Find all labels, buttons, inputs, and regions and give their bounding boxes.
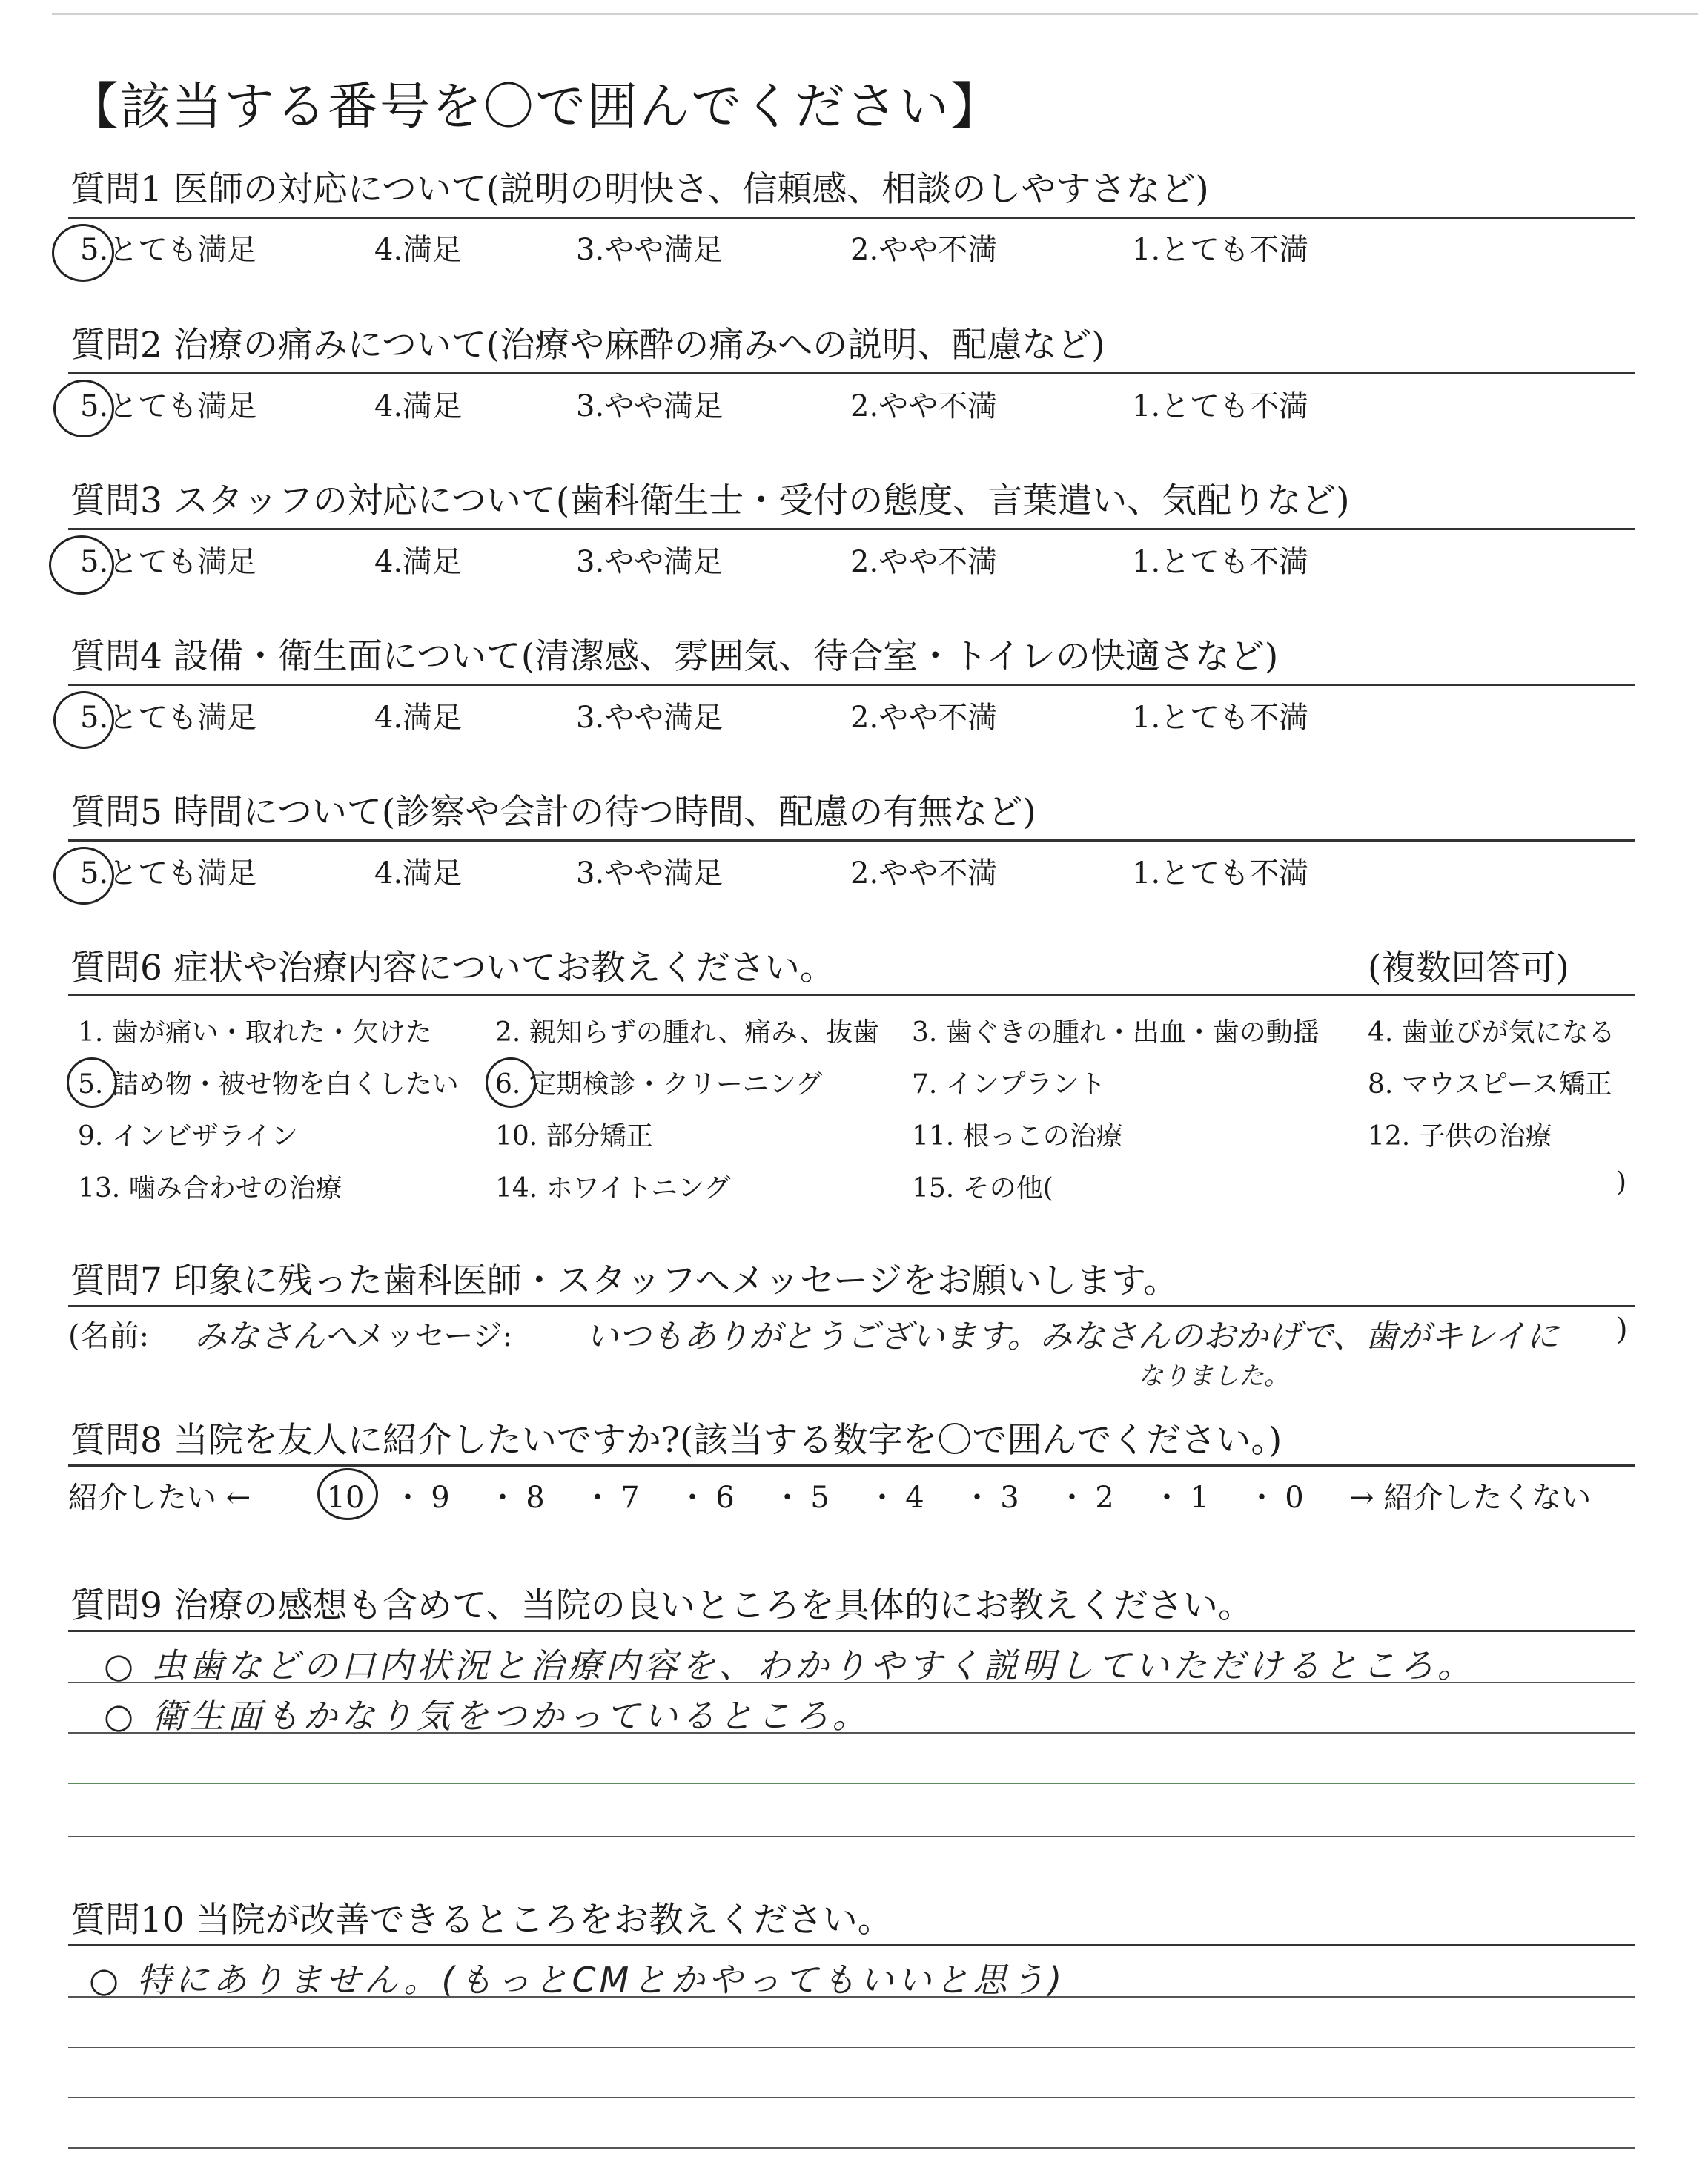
q7-message-handwritten-line1: いつもありがとうございます。みなさんのおかげで、歯がキレイに <box>586 1318 1559 1355</box>
q6-rule <box>68 994 1635 996</box>
page-top-border <box>52 13 1698 15</box>
q3-selection-circle <box>49 535 114 595</box>
q6-option-2[interactable]: 2. 親知らずの腫れ、痛み、抜歯 <box>495 1017 880 1048</box>
q1-option-3[interactable]: 3.やや満足 <box>576 233 724 267</box>
q1-option-2[interactable]: 2.やや不満 <box>850 233 998 267</box>
q1-rule <box>68 217 1635 219</box>
q7-close-paren: ) <box>1616 1312 1628 1347</box>
q3-option-4[interactable]: 4.満足 <box>374 545 463 579</box>
q10-answer-handwritten: ○ 特にありません。(もっとCMとかやってもいいと思う) <box>89 1960 1066 2000</box>
q5-option-1[interactable]: 1.とても不満 <box>1132 856 1309 891</box>
q7-name-label: (名前: <box>68 1319 150 1353</box>
q5-rule <box>68 839 1635 842</box>
q5-option-4[interactable]: 4.満足 <box>374 856 463 891</box>
q8-scale-3[interactable]: 3 <box>1000 1481 1019 1515</box>
q9-answer-line-4 <box>68 1836 1635 1837</box>
q2-rule <box>68 372 1635 374</box>
q10-label: 質問10 当院が改善できるところをお教えください。 <box>70 1900 893 1941</box>
q2-option-3[interactable]: 3.やや満足 <box>576 389 724 423</box>
q8-selection-circle <box>317 1468 378 1520</box>
q6-option-5[interactable]: 5. 詰め物・被せ物を白くしたい <box>78 1069 459 1100</box>
q7-name-handwritten: みなさんへ <box>194 1318 357 1355</box>
q3-rule <box>68 528 1635 530</box>
q5-option-5[interactable]: 5.とても満足 <box>80 856 257 891</box>
q4-label: 質問4 設備・衛生面について(清潔感、雰囲気、待合室・トイレの快適さなど) <box>70 636 1279 677</box>
q2-option-4[interactable]: 4.満足 <box>374 389 463 423</box>
q3-option-2[interactable]: 2.やや不満 <box>850 545 998 579</box>
q9-label: 質問9 治療の感想も含めて、当院の良いところを具体的にお教えください。 <box>70 1585 1253 1626</box>
q1-option-1[interactable]: 1.とても不満 <box>1132 233 1309 267</box>
q4-rule <box>68 684 1635 686</box>
q6-option-10[interactable]: 10. 部分矯正 <box>495 1121 653 1152</box>
q8-left-label: 紹介したい ← <box>68 1481 251 1515</box>
q10-answer-line-3 <box>68 2097 1635 2098</box>
q4-selection-circle <box>53 691 114 749</box>
q8-scale-7[interactable]: 7 <box>620 1481 640 1515</box>
q6-option-7[interactable]: 7. インプラント <box>912 1069 1106 1100</box>
q6-option-9[interactable]: 9. インビザライン <box>78 1121 298 1152</box>
q6-option-6[interactable]: 6. 定期検診・クリーニング <box>495 1069 823 1100</box>
q10-answer-line-4 <box>68 2147 1635 2149</box>
q4-option-4[interactable]: 4.満足 <box>374 701 463 735</box>
q10-answer-line-1 <box>68 1996 1635 1998</box>
q6-option-15[interactable]: 15. その他( <box>912 1173 1053 1203</box>
q8-scale-1[interactable]: 1 <box>1190 1481 1209 1515</box>
q1-selection-circle <box>52 224 114 282</box>
q9-rule <box>68 1630 1635 1632</box>
q8-scale-8[interactable]: 8 <box>526 1481 545 1515</box>
q6-option-3[interactable]: 3. 歯ぐきの腫れ・出血・歯の動揺 <box>912 1017 1320 1048</box>
q9-answer-line-3 <box>68 1783 1635 1784</box>
q6-option-11[interactable]: 11. 根っこの治療 <box>912 1121 1123 1152</box>
q6-option-13[interactable]: 13. 噛み合わせの治療 <box>78 1173 342 1203</box>
q8-label: 質問8 当院を友人に紹介したいですか?(該当する数字を〇で囲んでください。) <box>70 1420 1282 1461</box>
q6-other-close-paren: ) <box>1616 1167 1627 1198</box>
q10-rule <box>68 1944 1635 1946</box>
q6-option-4[interactable]: 4. 歯並びが気になる <box>1368 1017 1615 1048</box>
q8-scale-9[interactable]: 9 <box>431 1481 450 1515</box>
q6-option-14[interactable]: 14. ホワイトニング <box>495 1173 731 1203</box>
q8-scale: 10 ・ 9 ・ 8 ・ 7 ・ 6 ・ 5 ・ 4 ・ 3 ・ 2 ・ 1 ・ 0 <box>298 1474 1342 1516</box>
q7-label: 質問7 印象に残った歯科医師・スタッフへメッセージをお願いします。 <box>70 1261 1179 1301</box>
q7-message-label: メッセージ: <box>356 1319 513 1353</box>
q6-option-1[interactable]: 1. 歯が痛い・取れた・欠けた <box>78 1017 432 1048</box>
q3-option-1[interactable]: 1.とても不満 <box>1132 545 1309 579</box>
q6-label: 質問6 症状や治療内容についてお教えください。 <box>70 948 835 988</box>
q2-option-5[interactable]: 5.とても満足 <box>80 389 257 423</box>
q7-rule <box>68 1305 1635 1307</box>
q3-option-3[interactable]: 3.やや満足 <box>576 545 724 579</box>
q4-option-3[interactable]: 3.やや満足 <box>576 701 724 735</box>
q8-scale-2[interactable]: 2 <box>1095 1481 1114 1515</box>
q8-rule <box>68 1464 1635 1467</box>
q5-option-2[interactable]: 2.やや不満 <box>850 856 998 891</box>
q8-scale-6[interactable]: 6 <box>715 1481 735 1515</box>
q6-note: (複数回答可) <box>1368 948 1569 988</box>
q4-option-5[interactable]: 5.とても満足 <box>80 701 257 735</box>
q4-option-2[interactable]: 2.やや不満 <box>850 701 998 735</box>
q5-selection-circle <box>53 847 114 905</box>
q2-selection-circle <box>53 380 114 437</box>
q10-answer-line-2 <box>68 2047 1635 2048</box>
q8-scale-10[interactable]: 10 <box>326 1481 365 1515</box>
q5-label: 質問5 時間について(診察や会計の待つ時間、配慮の有無など) <box>70 792 1036 833</box>
q8-scale-5[interactable]: 5 <box>810 1481 830 1515</box>
q1-option-5[interactable]: 5.とても満足 <box>80 233 257 267</box>
q2-option-1[interactable]: 1.とても不満 <box>1132 389 1309 423</box>
q9-answer-handwritten-line2: ○ 衛生面もかなり気をつかっているところ。 <box>104 1696 870 1736</box>
q8-right-label: → 紹介したくない <box>1349 1481 1592 1515</box>
q9-answer-line-2 <box>68 1732 1635 1734</box>
q2-label: 質問2 治療の痛みについて(治療や麻酔の痛みへの説明、配慮など) <box>70 325 1105 366</box>
q5-option-3[interactable]: 3.やや満足 <box>576 856 724 891</box>
q4-option-1[interactable]: 1.とても不満 <box>1132 701 1309 735</box>
q9-answer-line-1 <box>68 1682 1635 1683</box>
q6-option-12[interactable]: 12. 子供の治療 <box>1368 1121 1552 1152</box>
q8-scale-4[interactable]: 4 <box>905 1481 924 1515</box>
q7-message-handwritten-line2: なりました。 <box>1138 1361 1289 1391</box>
form-title: 【該当する番号を〇で囲んでください】 <box>68 78 1003 136</box>
q6-selection-circle-6 <box>486 1057 536 1108</box>
q6-option-8[interactable]: 8. マウスピース矯正 <box>1368 1069 1612 1100</box>
q3-label: 質問3 スタッフの対応について(歯科衛生士・受付の態度、言葉遣い、気配りなど) <box>70 480 1350 521</box>
q2-option-2[interactable]: 2.やや不満 <box>850 389 998 423</box>
q6-selection-circle-5 <box>67 1057 117 1108</box>
q1-option-4[interactable]: 4.満足 <box>374 233 463 267</box>
q3-option-5[interactable]: 5.とても満足 <box>80 545 257 579</box>
q1-label: 質問1 医師の対応について(説明の明快さ、信頼感、相談のしやすさなど) <box>70 169 1209 210</box>
q9-answer-handwritten-line1: ○ 虫歯などの口内状況と治療内容を、わかりやすく説明していただけるところ。 <box>104 1645 1475 1685</box>
q8-scale-0[interactable]: 0 <box>1285 1481 1304 1515</box>
